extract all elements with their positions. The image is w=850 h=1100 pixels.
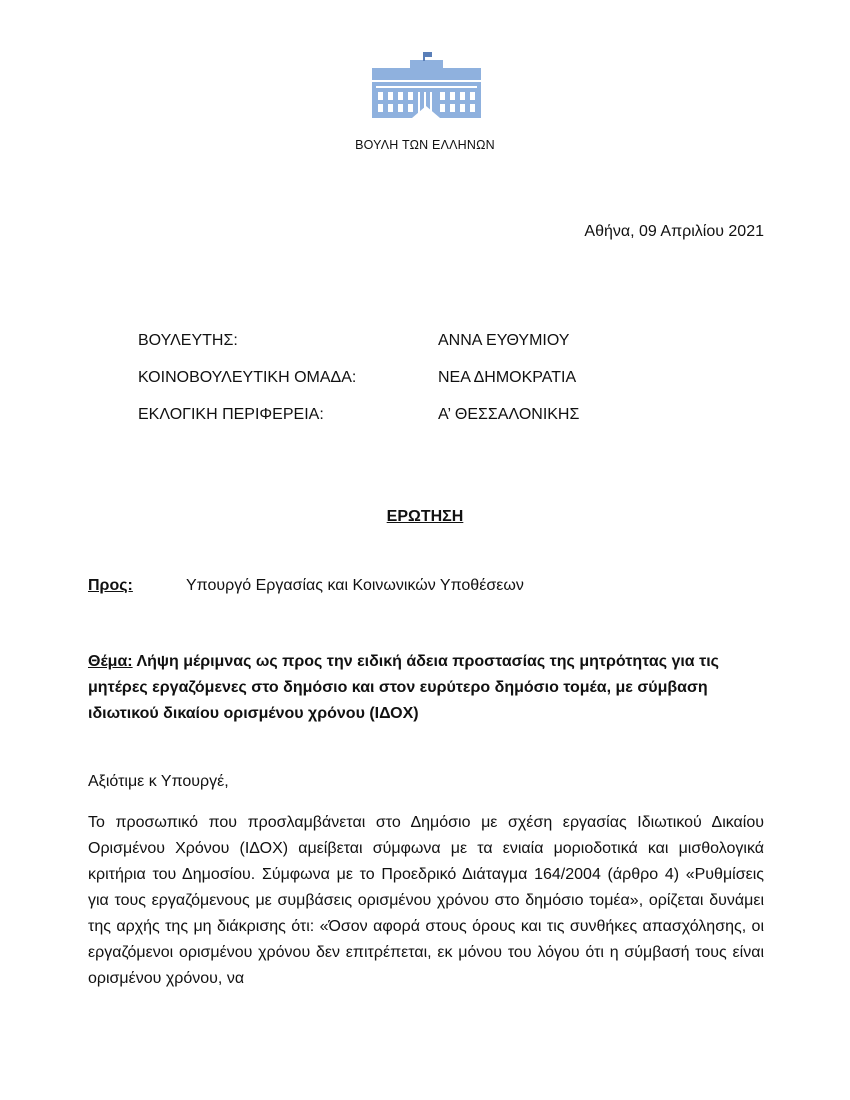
meta-row bbox=[138, 369, 579, 406]
meta-value: ΑΝΝΑ ΕΥΘΥΜΙΟΥ bbox=[438, 332, 570, 349]
document-date: Αθήνα, 09 Απριλίου 2021 bbox=[584, 223, 764, 240]
subject-block bbox=[88, 649, 764, 727]
organization-name: ΒΟΥΛΗ ΤΩΝ ΕΛΛΗΝΩΝ bbox=[355, 138, 495, 152]
meta-block bbox=[138, 332, 579, 443]
parliament-logo bbox=[370, 50, 483, 120]
subject-text: Λήψη μέριμνας ως προς την ειδική άδεια προστασίας της μητρότητας για τις μητέρες εργαζόμενες στο δημόσιο και στον ευρύτερο δημόσιο τομέα, με σύμβαση ιδιωτικού δικαίου ορισμένου χρόνου (ΙΔΟΧ) bbox=[88, 653, 719, 722]
meta-value: ΝΕΑ ΔΗΜΟΚΡΑΤΙΑ bbox=[438, 369, 577, 386]
recipient-value: Υπουργό Εργασίας και Κοινωνικών Υποθέσεων bbox=[186, 577, 524, 594]
meta-row bbox=[138, 332, 579, 369]
meta-label: ΕΚΛΟΓΙΚΗ ΠΕΡΙΦΕΡΕΙΑ: bbox=[138, 406, 324, 423]
meta-label: ΚΟΙΝΟΒΟΥΛΕΥΤΙΚΗ ΟΜΑΔΑ: bbox=[138, 369, 357, 386]
recipient-line bbox=[88, 577, 524, 595]
greeting: Αξιότιμε κ Υπουργέ, bbox=[88, 773, 229, 790]
meta-value: Α’ ΘΕΣΣΑΛΟΝΙΚΗΣ bbox=[438, 406, 580, 423]
meta-label: ΒΟΥΛΕΥΤΗΣ: bbox=[138, 332, 238, 349]
meta-row bbox=[138, 406, 579, 443]
body-paragraph: Το προσωπικό που προσλαμβάνεται στο Δημόσιο με σχέση εργασίας Ιδιωτικού Δικαίου Ορισμένου Χρόνου (ΙΔΟΧ) αμείβεται σύμφωνα με τα ενιαία μοριοδοτικά και μισθολογικά κριτήρια του Δημοσίου. Σύμφωνα με το Προεδρικό Διάταγμα 164/2004 (άρθρο 4) «Ρυθμίσεις για τους εργαζόμενους με συμβάσεις ορισμένου χρόνου στο δημόσιο τομέα», ορίζεται δυνάμει της αρχής της μη διάκρισης ότι: «Όσον αφορά στους όρους και τις συνθήκες απασχόλησης, οι εργαζόμενοι ορισμένου χρόνου δεν επιτρέπεται, εκ μόνου του λόγου ότι η σύμβασή τους είναι ορισμένου χρόνου, να bbox=[88, 814, 764, 987]
subject-label: Θέμα: bbox=[88, 653, 133, 670]
recipient-label: Προς: bbox=[88, 577, 133, 594]
document-title: ΕΡΩΤΗΣΗ bbox=[386, 508, 464, 525]
